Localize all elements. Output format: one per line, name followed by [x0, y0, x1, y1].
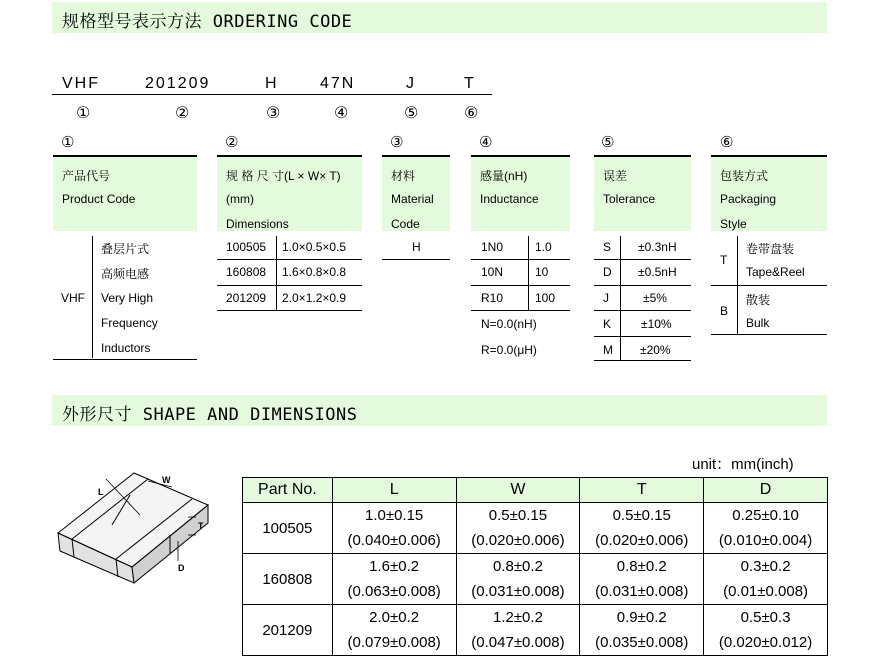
group-marker-4: ④ — [479, 133, 493, 151]
divider — [711, 334, 827, 335]
dimension-inch: (0.010±0.004) — [718, 532, 813, 549]
product-desc-line: Inductors — [101, 341, 151, 355]
group-header-line: Product Code — [62, 192, 136, 206]
code-part-3: H — [265, 75, 279, 92]
dimension-inch: (0.079±0.008) — [347, 634, 441, 651]
divider — [471, 310, 570, 311]
product-desc-line: Frequency — [101, 316, 158, 330]
group-header-line: Material — [391, 192, 434, 206]
divider — [594, 360, 691, 361]
column-header-w: W — [456, 478, 580, 503]
part-number-cell: 100505 — [243, 503, 333, 554]
dimension-cell — [580, 554, 704, 605]
divider — [92, 236, 93, 358]
dimension-mm: 0.5±0.15 — [612, 507, 671, 524]
part-number-cell: 160808 — [243, 554, 333, 605]
group-marker-2: ② — [225, 133, 239, 151]
inductance-code: R10 — [481, 291, 504, 305]
dimension-mm: 0.3±0.2 — [740, 558, 791, 575]
group-header-line: 材料 — [391, 169, 416, 183]
packaging-code: B — [720, 304, 729, 318]
dimension-mm: 0.8±0.2 — [616, 558, 667, 575]
code-part-4: 47N — [320, 75, 356, 92]
divider — [217, 310, 362, 311]
group-header-tolerance — [594, 155, 691, 231]
tolerance-code: D — [603, 265, 612, 279]
group-header-packaging — [711, 155, 827, 231]
dimension-inch: (0.01±0.008) — [723, 583, 809, 600]
dimension-mm: 0.5±0.15 — [488, 507, 548, 524]
dimension-cell — [332, 503, 456, 554]
divider — [594, 310, 691, 311]
group-marker-1: ① — [61, 133, 75, 151]
packaging-desc-line: Tape&Reel — [746, 265, 805, 279]
dimensions-table — [242, 477, 828, 656]
group-header-line: Tolerance — [603, 192, 656, 206]
group-header-line: (mm) — [226, 192, 254, 206]
inductance-code: 1N0 — [481, 240, 504, 254]
dimension-inch: (0.020±0.006) — [471, 532, 565, 549]
divider — [594, 259, 691, 260]
group-header-material — [382, 155, 450, 231]
inductance-note: N=0.0(nH) — [481, 317, 537, 331]
divider — [382, 259, 450, 260]
inductance-value: 1.0 — [535, 240, 552, 254]
group-header-dimensions — [217, 155, 362, 231]
dimension-cell — [580, 605, 704, 656]
dimension-mm: 0.5±0.3 — [740, 609, 791, 626]
ordering-code-example — [52, 73, 492, 95]
group-header-line: Dimensions — [226, 217, 289, 231]
code-marker-5: ⑤ — [404, 103, 419, 122]
divider — [594, 336, 691, 337]
dimension-cell — [704, 503, 828, 554]
dimension-mm: 2.0±0.2 — [369, 609, 420, 626]
dimension-mm: 0.8±0.2 — [492, 558, 543, 575]
table-row — [243, 605, 828, 656]
unit-label: unit：mm(inch) — [692, 456, 794, 473]
dimension-cell — [704, 554, 828, 605]
size-dims: 2.0×1.2×0.9 — [282, 291, 347, 305]
divider — [711, 285, 827, 286]
dimension-cell — [580, 503, 704, 554]
tolerance-code: M — [603, 343, 613, 357]
table-header-row — [243, 478, 828, 503]
group-header-inductance — [471, 155, 570, 231]
code-part-6: T — [464, 75, 476, 92]
dimension-mm: 1.2±0.2 — [492, 609, 543, 626]
material-code-value: H — [412, 240, 421, 254]
size-code: 160808 — [226, 265, 267, 279]
tolerance-value: ±10% — [641, 317, 672, 331]
code-marker-4: ④ — [334, 103, 349, 122]
divider — [217, 259, 362, 260]
size-dims: 1.6×0.8×0.8 — [282, 265, 347, 279]
dimension-inch: (0.063±0.008) — [347, 583, 441, 600]
group-marker-3: ③ — [390, 133, 404, 151]
inductance-note: R=0.0(μH) — [481, 343, 537, 357]
chip-label-w: W — [162, 475, 171, 485]
shape-dimensions-title: 外形尺寸 SHAPE AND DIMENSIONS — [62, 405, 358, 425]
dimension-cell — [456, 554, 580, 605]
packaging-desc-line: Bulk — [746, 316, 770, 330]
divider — [620, 236, 621, 360]
divider — [53, 359, 197, 360]
tolerance-value: ±0.3nH — [638, 240, 677, 254]
dimension-inch: (0.020±0.006) — [595, 532, 689, 549]
dimension-inch: (0.047±0.008) — [471, 634, 565, 651]
inductance-value: 100 — [535, 291, 556, 305]
divider — [528, 236, 529, 310]
dimension-cell — [456, 503, 580, 554]
tolerance-code: K — [603, 317, 612, 331]
dimension-cell — [456, 605, 580, 656]
chip-outline-drawing — [50, 465, 220, 585]
divider — [217, 285, 362, 286]
table-row — [243, 554, 828, 605]
dimension-mm: 1.6±0.2 — [369, 558, 420, 575]
column-header-d: D — [704, 478, 828, 503]
column-header-part-no: Part No. — [243, 478, 333, 503]
ordering-code-section-bar — [52, 2, 827, 33]
group-header-line: Inductance — [480, 192, 539, 206]
tolerance-value: ±20% — [640, 343, 671, 357]
group-header-line: 感量(nH) — [480, 169, 528, 183]
ordering-code-title: 规格型号表示方法 ORDERING CODE — [62, 12, 353, 32]
inductance-value: 10 — [535, 265, 549, 279]
dimension-mm: 1.0±0.15 — [365, 507, 424, 524]
group-header-line: 规 格 尺 寸(L × W× T) — [226, 169, 341, 183]
tolerance-code: J — [603, 291, 609, 305]
product-desc-line: 叠层片式 — [101, 242, 150, 256]
group-header-line: 误差 — [603, 169, 628, 183]
size-code: 201209 — [226, 291, 267, 305]
group-header-line: Packaging — [720, 192, 777, 206]
inductance-code: 10N — [481, 265, 504, 279]
dimension-cell — [332, 605, 456, 656]
group-marker-6: ⑥ — [720, 133, 734, 151]
dimension-mm: 0.9±0.2 — [616, 609, 667, 626]
table-row — [243, 503, 828, 554]
code-part-1: VHF — [62, 75, 100, 92]
code-marker-2: ② — [175, 103, 190, 122]
code-marker-3: ③ — [266, 103, 281, 122]
tolerance-code: S — [603, 240, 612, 254]
packaging-desc-line: 散装 — [746, 293, 771, 307]
code-part-2: 201209 — [145, 75, 211, 92]
product-desc-line: Very High — [101, 291, 154, 305]
product-desc-line: 高频电感 — [101, 267, 150, 281]
code-marker-1: ① — [76, 103, 91, 122]
product-code-value: VHF — [61, 291, 85, 305]
group-header-line: 产品代号 — [62, 169, 111, 183]
divider — [276, 236, 277, 310]
part-number-cell: 201209 — [243, 605, 333, 656]
dimension-cell — [704, 605, 828, 656]
group-header-product-code — [53, 155, 197, 231]
group-header-line: 包装方式 — [720, 169, 769, 183]
divider — [471, 259, 570, 260]
group-header-line: Code — [391, 217, 420, 231]
code-part-5: J — [406, 75, 416, 92]
dimension-inch: (0.035±0.008) — [595, 634, 689, 651]
dimension-cell — [332, 554, 456, 605]
group-header-line: Style — [720, 217, 747, 231]
column-header-l: L — [332, 478, 456, 503]
group-marker-5: ⑤ — [601, 133, 615, 151]
dimension-inch: (0.031±0.008) — [595, 583, 689, 600]
dimension-inch: (0.040±0.006) — [347, 532, 441, 549]
packaging-desc-line: 卷带盘装 — [746, 242, 795, 256]
chip-label-l: L — [98, 487, 104, 497]
chip-label-t: T — [198, 521, 204, 531]
divider — [471, 285, 570, 286]
divider — [594, 285, 691, 286]
size-code: 100505 — [226, 240, 267, 254]
tolerance-value: ±0.5nH — [638, 265, 677, 279]
code-marker-6: ⑥ — [464, 103, 479, 122]
size-dims: 1.0×0.5×0.5 — [282, 240, 347, 254]
shape-dimensions-section-bar — [52, 395, 827, 426]
dimension-inch: (0.020±0.012) — [718, 634, 813, 651]
chip-label-d: D — [178, 563, 185, 573]
column-header-t: T — [580, 478, 704, 503]
packaging-code: T — [720, 253, 728, 267]
dimension-mm: 0.25±0.10 — [732, 507, 799, 524]
dimension-inch: (0.031±0.008) — [471, 583, 565, 600]
tolerance-value: ±5% — [643, 291, 667, 305]
